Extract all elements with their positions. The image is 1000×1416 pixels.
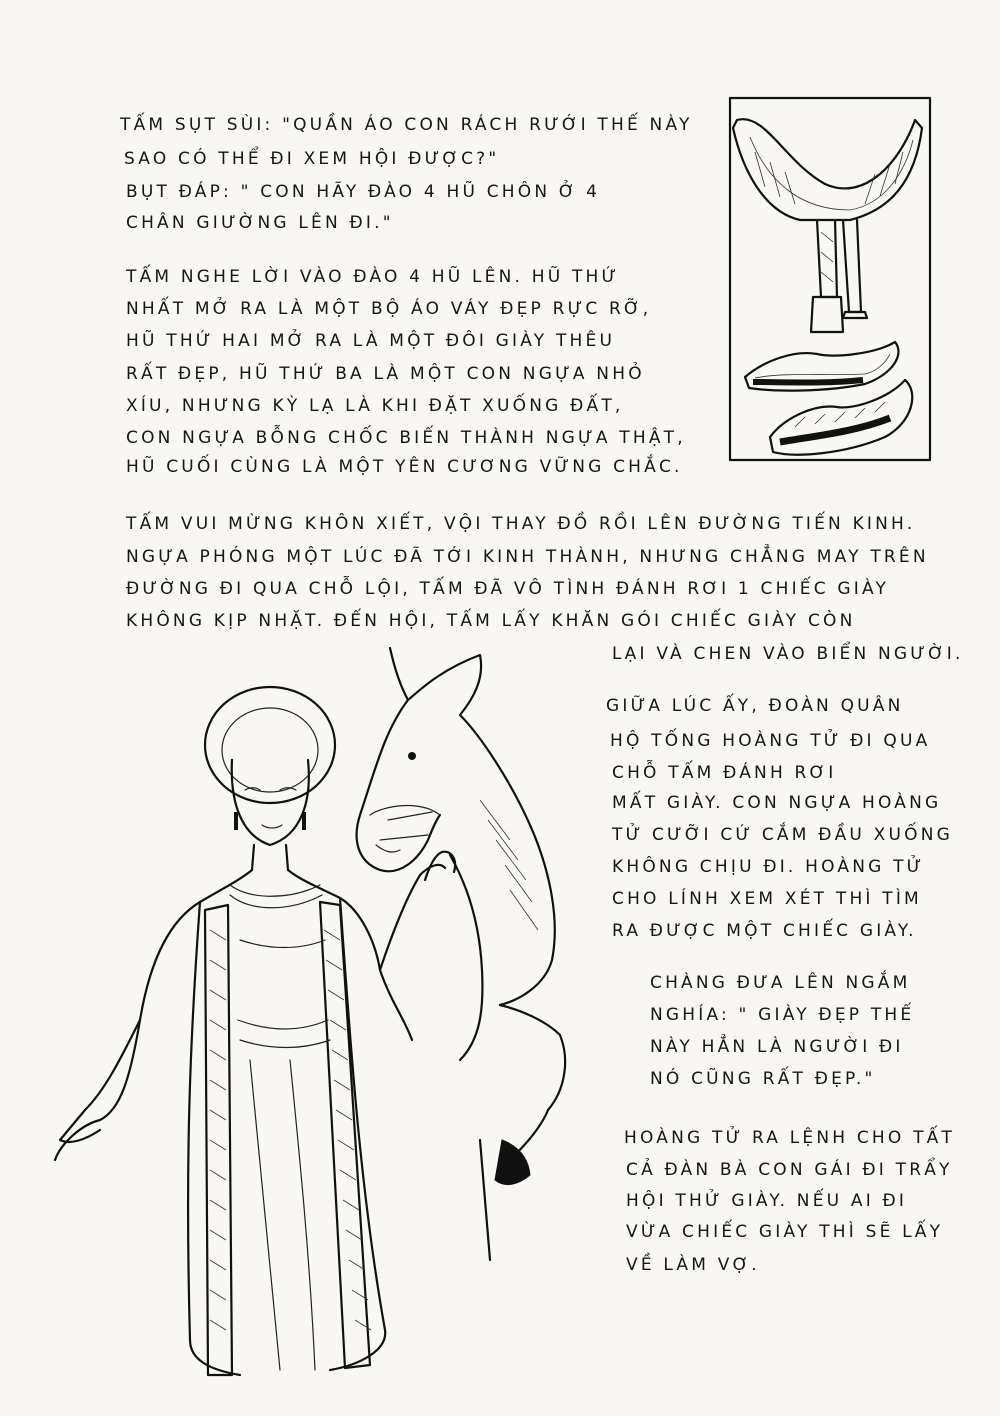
tam-horse-drawing bbox=[40, 640, 600, 1400]
text-line: MẤT GIÀY. CON NGỰA HOÀNG bbox=[612, 793, 942, 813]
text-line: CON NGỰA BỖNG CHỐC BIẾN THÀNH NGỰA THẬT, bbox=[126, 428, 686, 448]
text-line: TẤM VUI MỪNG KHÔN XIẾT, VỘI THAY ĐỒ RỒI LÊN ĐƯỜNG TIẾN KINH. bbox=[126, 514, 916, 534]
text-line: VỀ LÀM VỢ. bbox=[626, 1255, 760, 1275]
text-line: NGỰA PHÓNG MỘT LÚC ĐÃ TỚI KINH THÀNH, NHƯNG CHẲNG MAY TRÊN bbox=[126, 547, 929, 567]
text-line: NGHÍA: " GIÀY ĐẸP THẾ bbox=[650, 1005, 915, 1025]
text-line: CHÀNG ĐƯA LÊN NGẮM bbox=[650, 973, 911, 993]
text-line: NÀY HẲN LÀ NGƯỜI ĐI bbox=[650, 1037, 904, 1057]
text-line: CẢ ĐÀN BÀ CON GÁI ĐI TRẨY bbox=[626, 1160, 953, 1180]
text-line: NHẤT MỞ RA LÀ MỘT BỘ ÁO VÁY ĐẸP RỰC RỠ, bbox=[126, 299, 652, 319]
text-line: SAO CÓ THỂ ĐI XEM HỘI ĐƯỢC?" bbox=[124, 149, 500, 169]
text-line: HŨ THỨ HAI MỞ RA LÀ MỘT ĐÔI GIÀY THÊU bbox=[126, 331, 616, 351]
text-line: TẤM NGHE LỜI VÀO ĐÀO 4 HŨ LÊN. HŨ THỨ bbox=[126, 267, 620, 287]
text-line: HOÀNG TỬ RA LỆNH CHO TẤT bbox=[624, 1128, 956, 1148]
text-line: RẤT ĐẸP, HŨ THỨ BA LÀ MỘT CON NGỰA NHỎ bbox=[126, 364, 645, 384]
text-line: CHÂN GIƯỜNG LÊN ĐI." bbox=[126, 213, 394, 233]
text-line: HỘ TỐNG HOÀNG TỬ ĐI QUA bbox=[610, 731, 931, 751]
text-line: VỪA CHIẾC GIÀY THÌ SẼ LẤY bbox=[626, 1222, 944, 1242]
text-line: HỘI THỬ GIÀY. NẾU AI ĐI bbox=[626, 1191, 908, 1211]
text-line: GIỮA LÚC ẤY, ĐOÀN QUÂN bbox=[606, 696, 904, 716]
text-line: RA ĐƯỢC MỘT CHIẾC GIÀY. bbox=[612, 921, 917, 941]
text-line: BỤT ĐÁP: " CON HÃY ĐÀO 4 HŨ CHÔN Ở 4 bbox=[126, 182, 601, 202]
saddle-shoes-drawing bbox=[725, 92, 940, 467]
text-line: CHỖ TẤM ĐÁNH RƠI bbox=[612, 763, 837, 783]
text-line: LẠI VÀ CHEN VÀO BIỂN NGƯỜI. bbox=[612, 644, 964, 664]
text-line: TỬ CƯỠI CỨ CẮM ĐẦU XUỐNG bbox=[612, 825, 954, 845]
text-line: ĐƯỜNG ĐI QUA CHỖ LỘI, TẤM ĐÃ VÔ TÌNH ĐÁNH RƠI 1 CHIẾC GIÀY bbox=[126, 579, 890, 599]
text-line: KHÔNG KỊP NHẶT. ĐẾN HỘI, TẤM LẤY KHĂN GÓI CHIẾC GIÀY CÒN bbox=[126, 611, 856, 631]
text-line: CHO LÍNH XEM XÉT THÌ TÌM bbox=[612, 889, 922, 909]
text-line: TẤM SỤT SÙI: "QUẦN ÁO CON RÁCH RƯỚI THẾ NÀY bbox=[120, 115, 693, 135]
text-line: XÍU, NHƯNG KỲ LẠ LÀ KHI ĐẶT XUỐNG ĐẤT, bbox=[126, 396, 624, 416]
text-line: KHÔNG CHỊU ĐI. HOÀNG TỬ bbox=[612, 857, 925, 877]
text-line: NÓ CŨNG RẤT ĐẸP." bbox=[650, 1069, 876, 1089]
text-line: HŨ CUỐI CÙNG LÀ MỘT YÊN CƯƠNG VỮNG CHẮC. bbox=[126, 457, 683, 477]
